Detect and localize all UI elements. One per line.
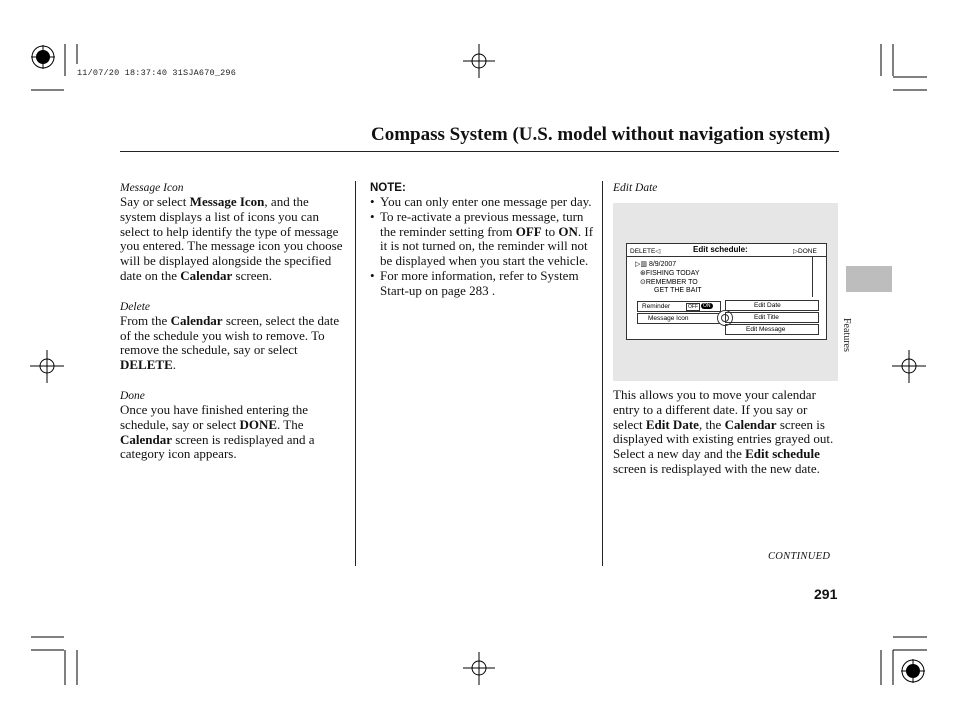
done-label: ▷DONE xyxy=(793,248,817,255)
bold-term: DELETE xyxy=(120,357,173,373)
text: This allows you to move your calendar entry to a different date. If you say or select xyxy=(613,387,816,432)
reminder-button[interactable] xyxy=(637,301,721,312)
bold-term: OFF xyxy=(515,223,542,239)
text: , and the system displays a list of icons you can select to help identify the type of message you entered. The message icon you choose will be displayed alongside the specified date on the xyxy=(120,194,343,283)
section-delete xyxy=(120,300,346,373)
text: From the xyxy=(120,312,171,328)
column-middle xyxy=(370,181,595,299)
edit-title-label: Edit Title xyxy=(754,314,779,321)
page-title: Compass System (U.S. model without navigation system) xyxy=(371,124,831,145)
continued-label: CONTINUED xyxy=(768,551,831,562)
fish-icon: ⊛ xyxy=(640,270,646,277)
subhead-message-icon: Message Icon xyxy=(120,182,184,194)
edit-message-label: Edit Message xyxy=(746,326,786,333)
bold-term: ON xyxy=(558,223,578,239)
text: To re-activate a previous message, turn the reminder setting from xyxy=(380,208,584,239)
bold-term: Edit Date xyxy=(645,416,699,432)
column-divider-2 xyxy=(602,181,603,566)
text: screen is redisplayed with the new date. xyxy=(613,460,820,476)
text: Once you have finished entering the schedule, say or select xyxy=(120,401,309,432)
edit-message-button[interactable] xyxy=(725,324,819,335)
section-tab xyxy=(846,266,892,292)
bold-term: Calendar xyxy=(120,431,172,447)
text: . The xyxy=(277,416,304,432)
column-left xyxy=(120,181,346,478)
message-line-3: GET THE BAIT xyxy=(654,287,702,294)
text: screen is redisplayed and a category icon appears. xyxy=(120,431,315,462)
text: . If it is not turned on, the reminder will not be displayed when you start the vehicle. xyxy=(380,223,594,269)
text: . xyxy=(172,357,176,373)
edit-title-button[interactable] xyxy=(725,312,819,323)
message-icon-label: Message Icon xyxy=(648,315,689,322)
column-divider-1 xyxy=(355,181,356,566)
message-line-2: ⊙REMEMBER TO xyxy=(640,279,698,286)
note-bullet-1 xyxy=(370,195,595,210)
text: to xyxy=(541,223,559,239)
text: For more information, refer to System Start-up on page 283 . xyxy=(380,267,579,298)
colon-glyph: : xyxy=(745,245,748,254)
forward-arrow-icon: ▷ xyxy=(793,248,798,255)
bold-term: Calendar xyxy=(180,267,233,283)
screen-header xyxy=(627,244,826,257)
bold-term: Edit schedule xyxy=(745,446,820,462)
subhead-done: Done xyxy=(120,389,145,402)
bullet-dot: • xyxy=(370,208,375,224)
bullet-dot: • xyxy=(370,194,375,209)
text: , the xyxy=(698,416,725,432)
message-icon-button[interactable] xyxy=(637,313,721,324)
delete-label: DELETE◁ xyxy=(630,248,661,255)
section-tab-label: Features xyxy=(841,318,852,352)
note-bullet-3 xyxy=(370,269,595,299)
back-arrow-icon: ◁ xyxy=(655,248,661,255)
page-number: 291 xyxy=(814,586,838,602)
text: screen. xyxy=(232,267,272,283)
reminder-label: Reminder xyxy=(642,303,671,310)
bold-term: DONE xyxy=(239,416,278,432)
bold-term: Calendar xyxy=(170,312,223,328)
date-line: ▷▥ 8/9/2007 xyxy=(635,261,677,268)
section-message-icon xyxy=(120,181,346,284)
text: screen is displayed with existing entries grayed out. Select a new day and the xyxy=(613,416,834,462)
subhead-edit-date: Edit Date xyxy=(613,182,658,194)
subhead-delete: Delete xyxy=(120,300,151,313)
off-badge: OFF xyxy=(688,304,698,310)
text: screen, select the date of the schedule you wish to remove. To remove the schedule, say or select xyxy=(120,312,340,358)
edit-date-button[interactable] xyxy=(725,300,819,311)
bullet-dot: • xyxy=(370,267,375,283)
edit-date-label: Edit Date xyxy=(754,302,781,309)
text: Say or select xyxy=(120,194,190,209)
note-bullet-2 xyxy=(370,210,595,269)
note-heading: NOTE: xyxy=(370,182,406,194)
reminder-icon: ⊙ xyxy=(640,279,646,286)
edit-date-body xyxy=(613,388,839,477)
text-area-border xyxy=(631,257,813,297)
message-line-1: ⊛FISHING TODAY xyxy=(640,270,700,277)
bold-term: Calendar xyxy=(724,416,777,432)
on-badge: ON xyxy=(703,303,711,309)
title-rule xyxy=(120,151,839,152)
screen-title: Edit schedule: xyxy=(693,245,748,254)
text: You can only enter one message per day. xyxy=(380,194,592,209)
column-right xyxy=(613,181,839,195)
print-stamp: 11/07/20 18:37:40 31SJA670_296 xyxy=(77,68,237,78)
calendar-icon: ▷▥ xyxy=(635,261,649,268)
edit-schedule-screen xyxy=(626,243,827,340)
bold-term: Message Icon xyxy=(189,194,265,209)
section-done xyxy=(120,389,346,462)
